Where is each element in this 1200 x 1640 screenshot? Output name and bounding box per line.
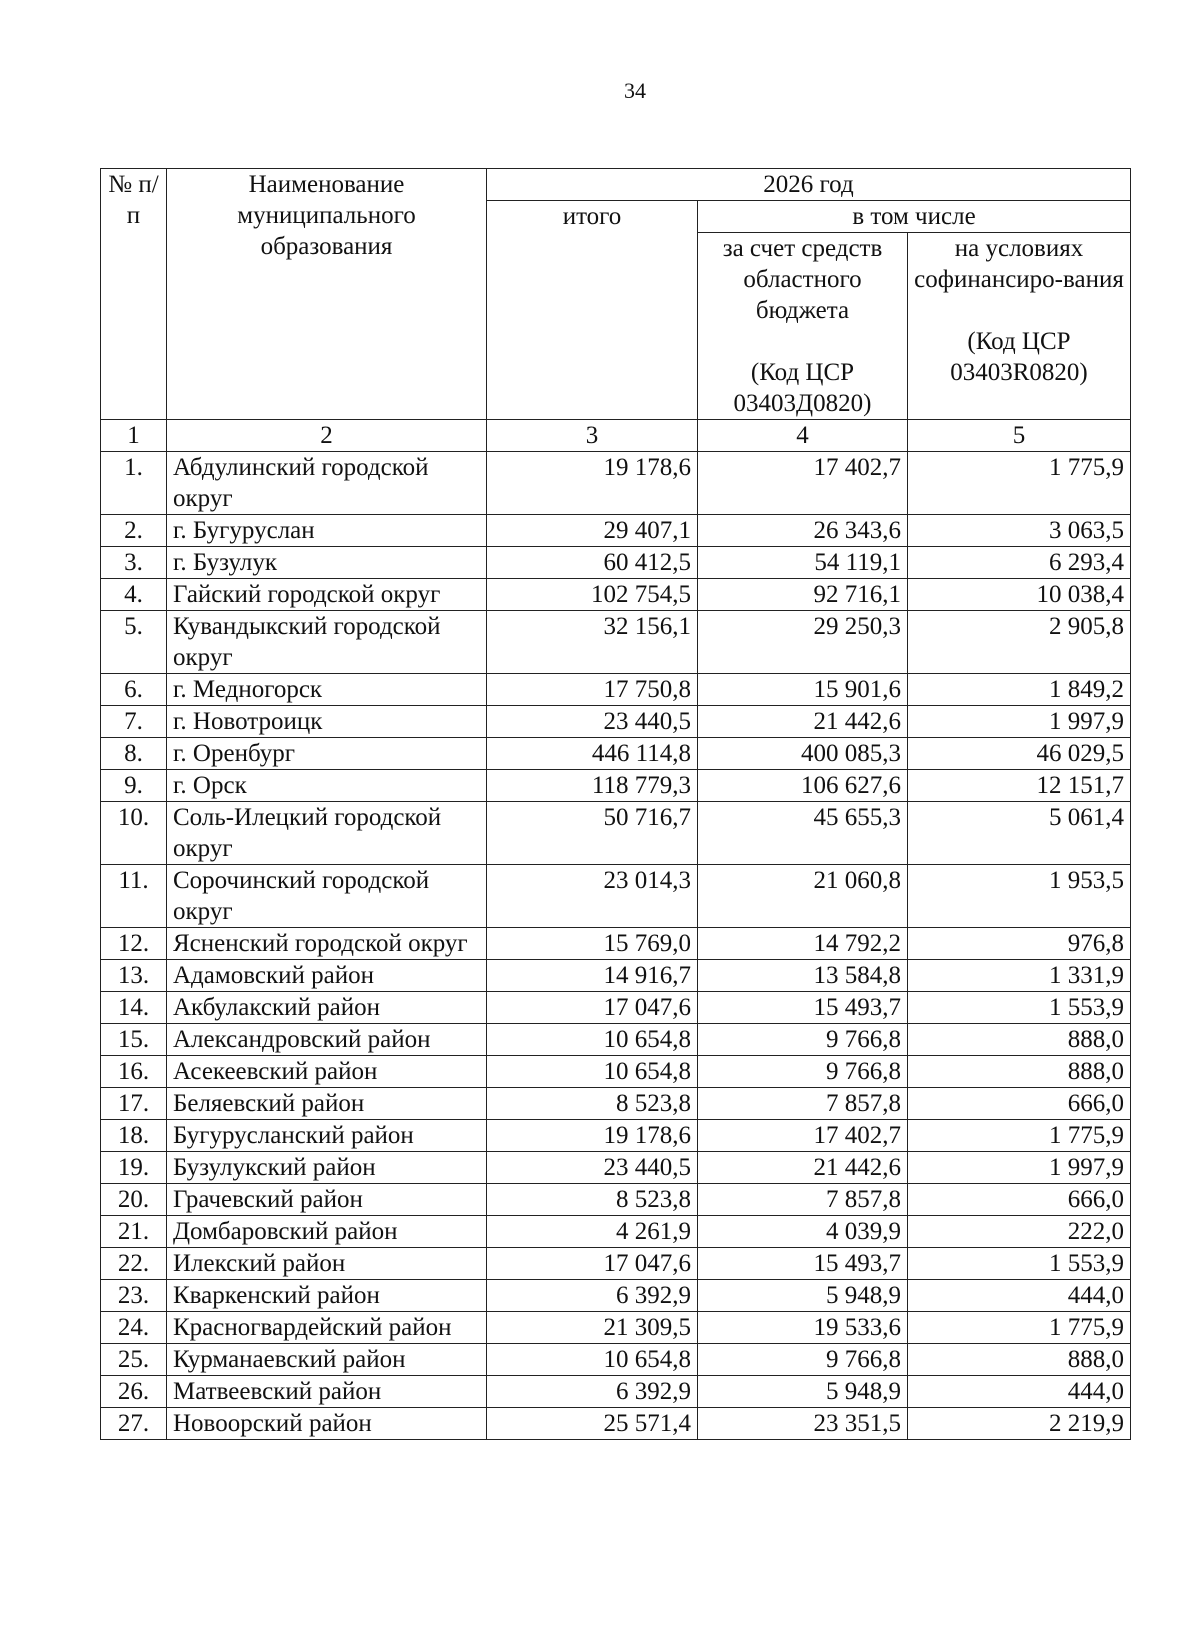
cofinancing-value: 444,0 — [908, 1280, 1131, 1312]
header-year: 2026 год — [487, 169, 1131, 201]
table-row — [101, 960, 1131, 992]
total-value: 15 769,0 — [487, 928, 698, 960]
regional-budget-value: 15 493,7 — [698, 1248, 908, 1280]
header-cofinancing-code: (Код ЦСР 03403R0820) — [950, 328, 1088, 386]
total-value: 32 156,1 — [487, 611, 698, 674]
cofinancing-value: 2 219,9 — [908, 1408, 1131, 1440]
row-number: 9. — [101, 770, 167, 802]
total-value: 102 754,5 — [487, 579, 698, 611]
row-number: 27. — [101, 1408, 167, 1440]
cofinancing-value: 1 775,9 — [908, 1120, 1131, 1152]
total-value: 10 654,8 — [487, 1024, 698, 1056]
row-number: 8. — [101, 738, 167, 770]
cofinancing-value: 1 331,9 — [908, 960, 1131, 992]
municipality-name: Красногвардейский район — [167, 1312, 487, 1344]
total-value: 23 014,3 — [487, 865, 698, 928]
municipality-name: Илекский район — [167, 1248, 487, 1280]
total-value: 6 392,9 — [487, 1376, 698, 1408]
municipality-name: Беляевский район — [167, 1088, 487, 1120]
regional-budget-value: 92 716,1 — [698, 579, 908, 611]
cofinancing-value: 1 775,9 — [908, 1312, 1131, 1344]
municipality-name: Новоорский район — [167, 1408, 487, 1440]
column-index: 2 — [167, 420, 487, 452]
cofinancing-value: 6 293,4 — [908, 547, 1131, 579]
regional-budget-value: 17 402,7 — [698, 1120, 908, 1152]
cofinancing-value: 888,0 — [908, 1056, 1131, 1088]
total-value: 17 750,8 — [487, 674, 698, 706]
total-value: 6 392,9 — [487, 1280, 698, 1312]
row-number: 6. — [101, 674, 167, 706]
header-total: итого — [487, 201, 698, 420]
regional-budget-value: 5 948,9 — [698, 1376, 908, 1408]
cofinancing-value: 222,0 — [908, 1216, 1131, 1248]
row-number: 23. — [101, 1280, 167, 1312]
regional-budget-value: 23 351,5 — [698, 1408, 908, 1440]
row-number: 10. — [101, 802, 167, 865]
row-number: 17. — [101, 1088, 167, 1120]
regional-budget-value: 45 655,3 — [698, 802, 908, 865]
regional-budget-value: 21 060,8 — [698, 865, 908, 928]
table-row — [101, 1152, 1131, 1184]
table-row — [101, 706, 1131, 738]
regional-budget-value: 54 119,1 — [698, 547, 908, 579]
regional-budget-value: 9 766,8 — [698, 1056, 908, 1088]
municipality-name: Курманаевский район — [167, 1344, 487, 1376]
municipality-name: Сорочинский городской округ — [167, 865, 487, 928]
subsidy-table — [100, 168, 1131, 1440]
total-value: 19 178,6 — [487, 1120, 698, 1152]
regional-budget-value: 19 533,6 — [698, 1312, 908, 1344]
header-num: № п/п — [101, 169, 167, 420]
total-value: 446 114,8 — [487, 738, 698, 770]
regional-budget-value: 13 584,8 — [698, 960, 908, 992]
municipality-name: Кувандыкский городской округ — [167, 611, 487, 674]
row-number: 1. — [101, 452, 167, 515]
header-name: Наименование муниципального образования — [167, 169, 487, 420]
municipality-name: Матвеевский район — [167, 1376, 487, 1408]
cofinancing-value: 666,0 — [908, 1088, 1131, 1120]
total-value: 118 779,3 — [487, 770, 698, 802]
header-regional: за счет средств областного бюджета (Код ЦСР 03403Д0820) — [698, 233, 908, 420]
municipality-name: г. Медногорск — [167, 674, 487, 706]
cofinancing-value: 12 151,7 — [908, 770, 1131, 802]
municipality-name: Асекеевский район — [167, 1056, 487, 1088]
municipality-name: г. Новотроицк — [167, 706, 487, 738]
regional-budget-value: 5 948,9 — [698, 1280, 908, 1312]
row-number: 21. — [101, 1216, 167, 1248]
table-row — [101, 1024, 1131, 1056]
column-index: 1 — [101, 420, 167, 452]
cofinancing-value: 888,0 — [908, 1024, 1131, 1056]
municipality-name: Акбулакский район — [167, 992, 487, 1024]
row-number: 20. — [101, 1184, 167, 1216]
regional-budget-value: 400 085,3 — [698, 738, 908, 770]
regional-budget-value: 17 402,7 — [698, 452, 908, 515]
municipality-name: Кваркенский район — [167, 1280, 487, 1312]
total-value: 19 178,6 — [487, 452, 698, 515]
row-number: 2. — [101, 515, 167, 547]
cofinancing-value: 2 905,8 — [908, 611, 1131, 674]
total-value: 50 716,7 — [487, 802, 698, 865]
regional-budget-value: 15 493,7 — [698, 992, 908, 1024]
regional-budget-value: 21 442,6 — [698, 1152, 908, 1184]
row-number: 14. — [101, 992, 167, 1024]
row-number: 22. — [101, 1248, 167, 1280]
municipality-name: г. Оренбург — [167, 738, 487, 770]
table-row — [101, 547, 1131, 579]
total-value: 8 523,8 — [487, 1184, 698, 1216]
table-row — [101, 992, 1131, 1024]
total-value: 23 440,5 — [487, 1152, 698, 1184]
municipality-name: Гайский городской округ — [167, 579, 487, 611]
table-row — [101, 611, 1131, 674]
regional-budget-value: 9 766,8 — [698, 1024, 908, 1056]
cofinancing-value: 1 849,2 — [908, 674, 1131, 706]
regional-budget-value: 14 792,2 — [698, 928, 908, 960]
regional-budget-value: 4 039,9 — [698, 1216, 908, 1248]
cofinancing-value: 1 553,9 — [908, 992, 1131, 1024]
total-value: 10 654,8 — [487, 1344, 698, 1376]
page-number: 34 — [624, 78, 646, 103]
total-value: 10 654,8 — [487, 1056, 698, 1088]
total-value: 17 047,6 — [487, 992, 698, 1024]
total-value: 25 571,4 — [487, 1408, 698, 1440]
regional-budget-value: 21 442,6 — [698, 706, 908, 738]
municipality-name: Соль-Илецкий городской округ — [167, 802, 487, 865]
cofinancing-value: 1 997,9 — [908, 1152, 1131, 1184]
table-row — [101, 1376, 1131, 1408]
cofinancing-value: 888,0 — [908, 1344, 1131, 1376]
total-value: 4 261,9 — [487, 1216, 698, 1248]
row-number: 24. — [101, 1312, 167, 1344]
cofinancing-value: 3 063,5 — [908, 515, 1131, 547]
table-row — [101, 1120, 1131, 1152]
table-row — [101, 579, 1131, 611]
cofinancing-value: 976,8 — [908, 928, 1131, 960]
regional-budget-value: 15 901,6 — [698, 674, 908, 706]
table-row — [101, 802, 1131, 865]
table-row — [101, 1344, 1131, 1376]
row-number: 26. — [101, 1376, 167, 1408]
municipality-name: г. Бугуруслан — [167, 515, 487, 547]
total-value: 8 523,8 — [487, 1088, 698, 1120]
regional-budget-value: 7 857,8 — [698, 1088, 908, 1120]
header-cofinancing: на условиях софинансиро-вания (Код ЦСР 03403R0820) — [908, 233, 1131, 420]
table-row — [101, 865, 1131, 928]
municipality-name: Домбаровский район — [167, 1216, 487, 1248]
table-row — [101, 1216, 1131, 1248]
cofinancing-value: 444,0 — [908, 1376, 1131, 1408]
row-number: 5. — [101, 611, 167, 674]
cofinancing-value: 666,0 — [908, 1184, 1131, 1216]
row-number: 3. — [101, 547, 167, 579]
table-row — [101, 738, 1131, 770]
table-row — [101, 1184, 1131, 1216]
municipality-name: г. Бузулук — [167, 547, 487, 579]
header-regional-code: (Код ЦСР 03403Д0820) — [733, 359, 872, 417]
cofinancing-value: 1 553,9 — [908, 1248, 1131, 1280]
row-number: 25. — [101, 1344, 167, 1376]
cofinancing-value: 1 953,5 — [908, 865, 1131, 928]
column-index: 5 — [908, 420, 1131, 452]
table-row — [101, 1248, 1131, 1280]
total-value: 23 440,5 — [487, 706, 698, 738]
regional-budget-value: 29 250,3 — [698, 611, 908, 674]
cofinancing-value: 5 061,4 — [908, 802, 1131, 865]
table-row — [101, 1408, 1131, 1440]
table-row — [101, 1280, 1131, 1312]
cofinancing-value: 10 038,4 — [908, 579, 1131, 611]
table-row — [101, 1312, 1131, 1344]
table-row — [101, 1056, 1131, 1088]
regional-budget-value: 26 343,6 — [698, 515, 908, 547]
cofinancing-value: 46 029,5 — [908, 738, 1131, 770]
municipality-name: Бугурусланский район — [167, 1120, 487, 1152]
total-value: 14 916,7 — [487, 960, 698, 992]
row-number: 7. — [101, 706, 167, 738]
cofinancing-value: 1 997,9 — [908, 706, 1131, 738]
municipality-name: Адамовский район — [167, 960, 487, 992]
regional-budget-value: 9 766,8 — [698, 1344, 908, 1376]
row-number: 4. — [101, 579, 167, 611]
total-value: 17 047,6 — [487, 1248, 698, 1280]
cofinancing-value: 1 775,9 — [908, 452, 1131, 515]
table-row — [101, 674, 1131, 706]
regional-budget-value: 106 627,6 — [698, 770, 908, 802]
total-value: 60 412,5 — [487, 547, 698, 579]
municipality-name: Бузулукский район — [167, 1152, 487, 1184]
row-number: 11. — [101, 865, 167, 928]
row-number: 19. — [101, 1152, 167, 1184]
column-index: 3 — [487, 420, 698, 452]
table-row — [101, 452, 1131, 515]
regional-budget-value: 7 857,8 — [698, 1184, 908, 1216]
table-row — [101, 928, 1131, 960]
municipality-name: Александровский район — [167, 1024, 487, 1056]
row-number: 15. — [101, 1024, 167, 1056]
table-row — [101, 515, 1131, 547]
municipality-name: Грачевский район — [167, 1184, 487, 1216]
table-row — [101, 770, 1131, 802]
municipality-name: г. Орск — [167, 770, 487, 802]
header-including: в том числе — [698, 201, 1131, 233]
row-number: 18. — [101, 1120, 167, 1152]
total-value: 21 309,5 — [487, 1312, 698, 1344]
municipality-name: Ясненский городской округ — [167, 928, 487, 960]
table-row — [101, 1088, 1131, 1120]
municipality-name: Абдулинский городской округ — [167, 452, 487, 515]
row-number: 13. — [101, 960, 167, 992]
total-value: 29 407,1 — [487, 515, 698, 547]
row-number: 16. — [101, 1056, 167, 1088]
row-number: 12. — [101, 928, 167, 960]
column-index-row — [101, 420, 1131, 452]
column-index: 4 — [698, 420, 908, 452]
